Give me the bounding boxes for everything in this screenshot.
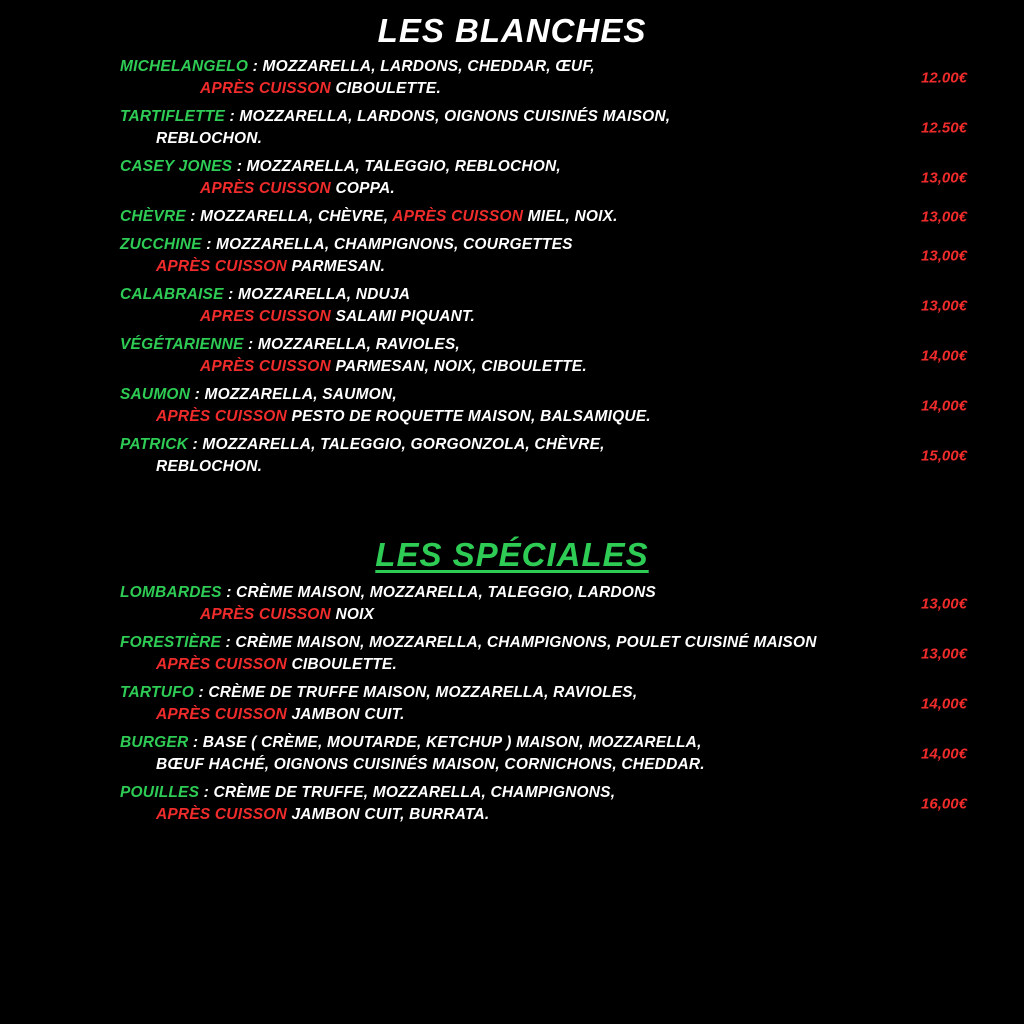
menu-item-ingredients: SALAMI PIQUANT.: [335, 308, 476, 325]
apres-cuisson-label: APRÈS CUISSON: [392, 208, 528, 225]
section-spacer: [0, 484, 1024, 518]
menu-item: [0, 384, 1024, 428]
menu-item-line: [120, 234, 854, 256]
menu-item-line: [120, 582, 854, 604]
menu-list-les-speciales: [0, 582, 1024, 826]
section-les-speciales: [0, 518, 1024, 826]
menu-item-line: [120, 206, 854, 228]
apres-cuisson-label: APRÈS CUISSON: [200, 358, 336, 375]
menu-item-price: 15,00€: [921, 447, 967, 465]
menu-item: [0, 632, 1024, 676]
menu-item-price: 13,00€: [921, 297, 967, 315]
menu-item-price: 12.00€: [921, 69, 967, 87]
menu-item-ingredients: CIBOULETTE.: [291, 656, 397, 673]
menu-item-line: [120, 456, 854, 478]
menu-item-line: [120, 704, 854, 726]
menu-item-line: [120, 754, 854, 776]
section-title-les-blanches: LES BLANCHES: [377, 12, 647, 49]
menu-item-ingredients: : MOZZARELLA, LARDONS, OIGNONS CUISINÉS MAISON,: [224, 108, 671, 125]
menu-item-line: [120, 178, 854, 200]
menu-item-ingredients: JAMBON CUIT, BURRATA.: [291, 806, 490, 823]
menu-item-price: 13,00€: [921, 169, 967, 187]
menu-item-line: [120, 78, 854, 100]
menu-item: [0, 156, 1024, 200]
menu-item-ingredients: COPPA.: [335, 180, 395, 197]
menu-item: [0, 582, 1024, 626]
menu-item-name: ZUCCHINE: [120, 236, 202, 253]
apres-cuisson-label: APRÈS CUISSON: [156, 408, 292, 425]
menu-item-line: [120, 356, 854, 378]
apres-cuisson-label: APRÈS CUISSON: [200, 180, 336, 197]
menu-item-price: 13,00€: [921, 247, 967, 265]
menu-item-ingredients: PARMESAN, NOIX, CIBOULETTE.: [335, 358, 587, 375]
menu-item: [0, 732, 1024, 776]
menu-item-ingredients: : MOZZARELLA, SAUMON,: [190, 386, 397, 403]
apres-cuisson-label: APRÈS CUISSON: [200, 606, 336, 623]
menu-item-line: [120, 732, 854, 754]
menu-item-price: 14,00€: [921, 347, 967, 365]
menu-item-name: CHÈVRE: [120, 208, 186, 225]
menu-item-price: 12.50€: [921, 119, 967, 137]
apres-cuisson-label: APRÈS CUISSON: [156, 806, 292, 823]
menu-item-line: [120, 654, 854, 676]
menu-item-ingredients: : MOZZARELLA, TALEGGIO, GORGONZOLA, CHÈVRE,: [188, 436, 605, 453]
menu-item-line: [120, 56, 854, 78]
menu-item: [0, 284, 1024, 328]
menu-item-ingredients: : MOZZARELLA, TALEGGIO, REBLOCHON,: [232, 158, 561, 175]
menu-item-line: [120, 256, 854, 278]
menu-item-name: CALABRAISE: [120, 286, 224, 303]
menu-item-price: 14,00€: [921, 695, 967, 713]
menu-item-ingredients: BŒUF HACHÉ, OIGNONS CUISINÉS MAISON, CORNICHONS, CHEDDAR.: [156, 756, 705, 773]
menu-item-ingredients: JAMBON CUIT.: [291, 706, 405, 723]
menu-item-name: BURGER: [120, 734, 189, 751]
menu-item-name: LOMBARDES: [120, 584, 222, 601]
menu-item-ingredients: : CRÈME DE TRUFFE, MOZZARELLA, CHAMPIGNONS,: [199, 784, 616, 801]
menu-item-line: [120, 682, 854, 704]
menu-item-ingredients: MIEL, NOIX.: [527, 208, 618, 225]
menu-item-ingredients: PESTO DE ROQUETTE MAISON, BALSAMIQUE.: [291, 408, 651, 425]
apres-cuisson-label: APRÈS CUISSON: [156, 656, 292, 673]
menu-item-ingredients: : MOZZARELLA, RAVIOLES,: [243, 336, 460, 353]
menu-item-line: [120, 434, 854, 456]
menu-item-ingredients: : CRÈME DE TRUFFE MAISON, MOZZARELLA, RAVIOLES,: [194, 684, 638, 701]
menu-item: [0, 234, 1024, 278]
menu-item-name: CASEY JONES: [120, 158, 233, 175]
menu-item-price: 14,00€: [921, 745, 967, 763]
menu-item-line: [120, 334, 854, 356]
menu-item-line: [120, 284, 854, 306]
menu-item-line: [120, 128, 854, 150]
menu-item-line: [120, 406, 854, 428]
menu-item-name: SAUMON: [120, 386, 191, 403]
menu-item-line: [120, 384, 854, 406]
menu-item-ingredients: REBLOCHON.: [156, 130, 263, 147]
apres-cuisson-label: APRES CUISSON: [200, 308, 336, 325]
menu-item-price: 13,00€: [921, 208, 967, 226]
menu-item-ingredients: CIBOULETTE.: [335, 80, 441, 97]
menu-item-ingredients: : MOZZARELLA, NDUJA: [223, 286, 411, 303]
menu-item-ingredients: : BASE ( CRÈME, MOUTARDE, KETCHUP ) MAISON, MOZZARELLA,: [188, 734, 702, 751]
menu-item-line: [120, 306, 854, 328]
menu-item-name: MICHELANGELO: [120, 58, 249, 75]
menu-item: [0, 206, 1024, 228]
menu-item-line: [120, 632, 854, 654]
menu-item: [0, 56, 1024, 100]
section-les-blanches: [0, 0, 1024, 478]
menu-item-price: 13,00€: [921, 595, 967, 613]
menu-item: [0, 682, 1024, 726]
menu-item-price: 16,00€: [921, 795, 967, 813]
menu-item-name: POUILLES: [120, 784, 200, 801]
menu-item-name: TARTIFLETTE: [120, 108, 225, 125]
menu-item: [0, 434, 1024, 478]
menu-item: [0, 334, 1024, 378]
menu-list-les-blanches: [0, 56, 1024, 478]
menu-item-ingredients: : CRÈME MAISON, MOZZARELLA, CHAMPIGNONS, POULET CUISINÉ MAISON: [221, 634, 817, 651]
menu-item-ingredients: REBLOCHON.: [156, 458, 263, 475]
menu-item-price: 13,00€: [921, 645, 967, 663]
menu-item-ingredients: : MOZZARELLA, LARDONS, CHEDDAR, ŒUF,: [248, 58, 595, 75]
menu-item-ingredients: PARMESAN.: [291, 258, 386, 275]
apres-cuisson-label: APRÈS CUISSON: [156, 258, 292, 275]
menu-item-name: PATRICK: [120, 436, 188, 453]
menu-item-line: [120, 604, 854, 626]
menu-item-ingredients: : MOZZARELLA, CHÈVRE,: [185, 208, 393, 225]
apres-cuisson-label: APRÈS CUISSON: [156, 706, 292, 723]
menu-item-name: FORESTIÈRE: [120, 634, 222, 651]
menu-item: [0, 782, 1024, 826]
menu-item-name: VÉGÉTARIENNE: [120, 336, 244, 353]
menu-item-line: [120, 782, 854, 804]
menu-item-price: 14,00€: [921, 397, 967, 415]
menu-item-ingredients: : CRÈME MAISON, MOZZARELLA, TALEGGIO, LARDONS: [221, 584, 656, 601]
menu-item-line: [120, 106, 854, 128]
menu-item-line: [120, 804, 854, 826]
menu-item-ingredients: : MOZZARELLA, CHAMPIGNONS, COURGETTES: [201, 236, 573, 253]
menu-item: [0, 106, 1024, 150]
menu-item-name: TARTUFO: [120, 684, 195, 701]
menu-item-ingredients: NOIX: [335, 606, 375, 623]
apres-cuisson-label: APRÈS CUISSON: [200, 80, 336, 97]
menu-item-line: [120, 156, 854, 178]
section-title-les-speciales: LES SPÉCIALES: [375, 536, 649, 573]
